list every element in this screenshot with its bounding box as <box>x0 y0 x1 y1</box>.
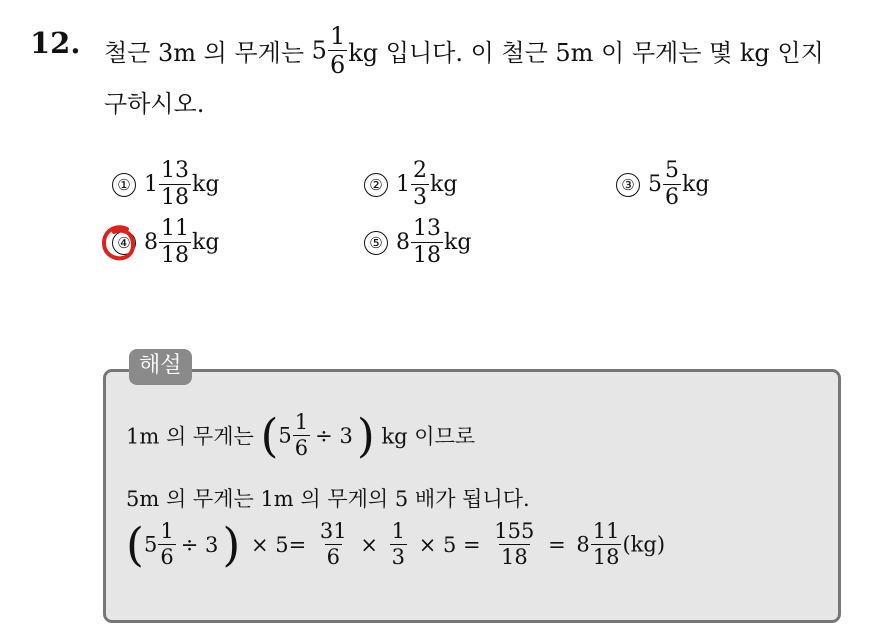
option-number: ③ <box>616 173 640 197</box>
option-fraction <box>663 160 681 209</box>
option-unit: kg <box>682 172 710 197</box>
fraction-numerator: 155 <box>494 519 535 543</box>
fraction-numerator: 1 <box>294 410 309 434</box>
fraction-denominator: 18 <box>592 545 620 569</box>
solution-fraction <box>390 521 407 568</box>
option-whole: 8 <box>144 230 158 255</box>
left-paren-glyph: ( <box>126 517 144 572</box>
unit-text: (kg) <box>622 532 666 557</box>
operator: = <box>548 532 566 557</box>
solution-tag: 해설 <box>129 349 192 385</box>
option-3[interactable] <box>616 160 709 209</box>
solution-line-2: 5m 의 무게는 1m 의 무게의 5 배가 됩니다. <box>126 487 530 511</box>
mixed-whole: 5 <box>311 36 327 65</box>
fraction-denominator: 18 <box>500 545 528 569</box>
fraction-numerator: 1 <box>160 519 174 543</box>
solution-text: kg 이므로 <box>381 424 476 449</box>
solution-fraction <box>591 521 622 568</box>
option-5[interactable] <box>364 218 471 267</box>
operator: × 5 = <box>418 532 481 557</box>
operator: ÷ 3 <box>180 532 219 557</box>
option-fraction <box>411 160 429 209</box>
fraction-numerator: 11 <box>161 216 189 241</box>
question-fraction <box>328 24 347 77</box>
fraction-denominator: 3 <box>413 185 427 210</box>
solution-fraction <box>318 521 349 568</box>
fraction-denominator: 6 <box>329 51 346 79</box>
solution-line-1 <box>126 408 476 463</box>
option-number: ② <box>364 173 388 197</box>
solution-line-3 <box>126 517 666 572</box>
mixed-whole: 5 <box>278 423 292 448</box>
question-text-b: kg 입니다. 이 철근 5m 이 무게는 몇 kg 인지 <box>348 39 824 67</box>
fraction-denominator: 6 <box>160 545 174 569</box>
question-line-1 <box>104 24 824 77</box>
option-unit: kg <box>444 230 472 255</box>
operator: × 5= <box>250 532 307 557</box>
fraction-denominator: 6 <box>326 545 340 569</box>
fraction-denominator: 18 <box>161 185 189 210</box>
mixed-whole: 8 <box>576 532 590 557</box>
option-whole: 1 <box>144 172 158 197</box>
fraction-numerator: 13 <box>161 158 189 183</box>
question-number: 12. <box>30 26 81 60</box>
left-paren-glyph: ( <box>260 408 279 463</box>
question-line-2: 구하시오. <box>104 90 205 118</box>
fraction-denominator: 6 <box>294 436 309 460</box>
option-fraction <box>159 160 191 209</box>
fraction-numerator: 31 <box>319 519 347 543</box>
solution-fraction <box>158 521 175 568</box>
fraction-numerator: 5 <box>665 158 679 183</box>
fraction-denominator: 18 <box>161 243 189 268</box>
operator: ÷ 3 <box>315 423 353 448</box>
option-fraction <box>411 218 443 267</box>
solution-fraction <box>492 521 536 568</box>
option-whole: 5 <box>648 172 662 197</box>
right-paren-glyph: ) <box>356 408 375 463</box>
fraction-numerator: 13 <box>413 216 441 241</box>
fraction-numerator: 2 <box>413 158 427 183</box>
option-1[interactable] <box>112 160 219 209</box>
fraction-numerator: 1 <box>329 22 346 50</box>
fraction-numerator: 1 <box>391 519 405 543</box>
solution-fraction <box>293 412 310 459</box>
option-2[interactable] <box>364 160 457 209</box>
fraction-denominator: 18 <box>413 243 441 268</box>
fraction-denominator: 3 <box>391 545 405 569</box>
option-4[interactable] <box>112 218 219 267</box>
option-number: ④ <box>112 231 136 255</box>
option-fraction <box>159 218 191 267</box>
option-number: ⑤ <box>364 231 388 255</box>
mixed-whole: 5 <box>143 532 158 557</box>
question-text-a: 철근 3m 의 무게는 <box>104 39 305 67</box>
right-paren-glyph: ) <box>222 517 241 572</box>
option-number: ① <box>112 173 136 197</box>
option-unit: kg <box>192 172 220 197</box>
solution-text: 1m 의 무게는 <box>126 424 254 449</box>
operator: × <box>360 532 378 557</box>
fraction-numerator: 11 <box>592 519 620 543</box>
option-unit: kg <box>430 172 458 197</box>
fraction-denominator: 6 <box>665 185 679 210</box>
option-whole: 1 <box>396 172 410 197</box>
option-whole: 8 <box>396 230 410 255</box>
option-unit: kg <box>192 230 220 255</box>
